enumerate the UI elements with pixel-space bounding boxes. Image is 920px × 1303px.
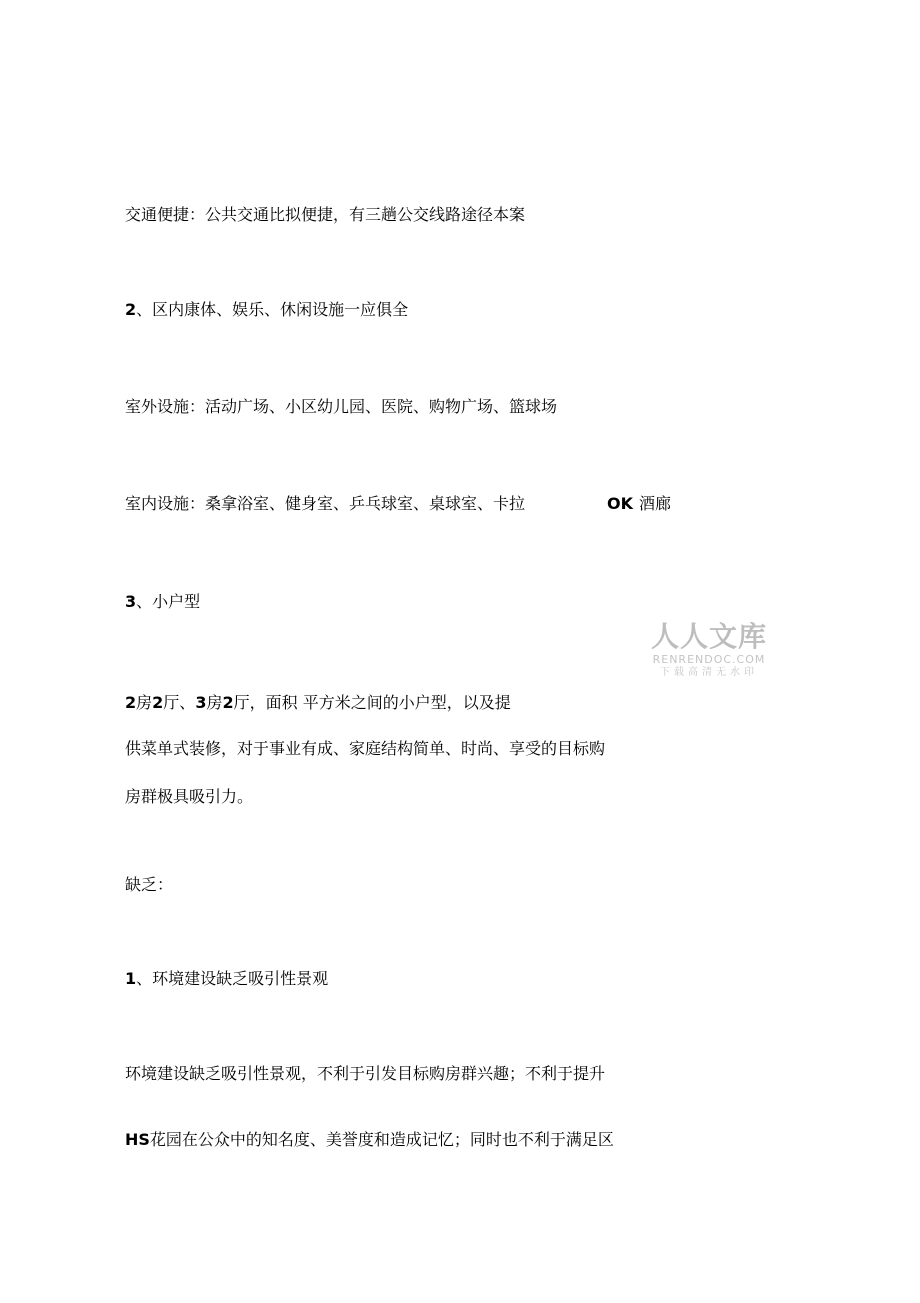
units-paragraph-line-3: 房群极具吸引力。 — [125, 787, 254, 806]
units-paragraph-line-2: 供菜单式装修，对于事业有成、家庭结构简单、时尚、享受的目标购 — [125, 739, 606, 758]
hs-label: HS — [125, 1130, 150, 1149]
traffic-line: 交通便捷：公共交通比拟便捷，有三趟公交线路途径本案 — [125, 205, 526, 224]
text: 厅，面积 平方米之间的小户型，以及提 — [233, 693, 511, 712]
indoor-text: 室内设施：桑拿浴室、健身室、乒乓球室、桌球室、卡拉 — [125, 494, 526, 513]
environment-line-2 — [125, 1129, 614, 1151]
text: 房 — [136, 693, 153, 712]
heading-number: 2 — [125, 300, 137, 319]
text: 房 — [206, 693, 223, 712]
lack-heading: 缺乏： — [125, 875, 174, 894]
heading-text: 、区内康体、娱乐、休闲设施一应俱全 — [136, 300, 409, 319]
indoor-facilities-line — [125, 493, 671, 515]
heading-number: 1 — [125, 969, 137, 988]
watermark-url: RENRENDOC.COM — [652, 653, 766, 666]
indoor-ok: OK — [607, 494, 634, 513]
units-paragraph-line-1 — [125, 692, 511, 714]
outdoor-facilities-line: 室外设施：活动广场、小区幼儿园、医院、购物广场、篮球场 — [125, 397, 558, 416]
heading-text: 、环境建设缺乏吸引性景观 — [136, 969, 329, 988]
heading-text: 、小户型 — [136, 592, 201, 611]
heading-environment — [125, 968, 328, 990]
environment-text: 花园在公众中的知名度、美誉度和造成记忆；同时也不利于满足区 — [149, 1130, 614, 1149]
heading-facilities — [125, 299, 408, 321]
number: 2 — [222, 693, 234, 712]
heading-number: 3 — [125, 592, 137, 611]
watermark — [646, 621, 772, 679]
number: 3 — [195, 693, 207, 712]
environment-line-1: 环境建设缺乏吸引性景观，不利于引发目标购房群兴趣；不利于提升 — [125, 1064, 606, 1083]
watermark-title: 人人文库 — [650, 620, 767, 653]
number: 2 — [152, 693, 164, 712]
text: 厅、 — [163, 693, 196, 712]
number: 2 — [125, 693, 137, 712]
indoor-tail: 酒廊 — [639, 494, 672, 513]
watermark-subtitle: 下载高清无水印 — [660, 667, 758, 678]
heading-small-units — [125, 591, 200, 613]
